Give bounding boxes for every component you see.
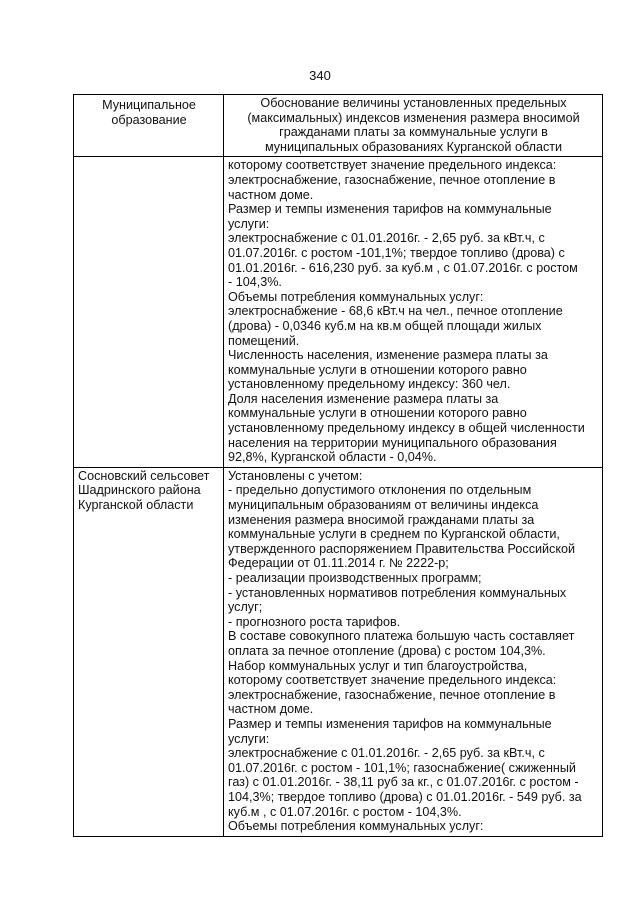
header-municipality: Муниципальное образование: [74, 95, 224, 157]
row-justification: которому соответствует значение предельного индекса: электроснабжение, газоснабжение, печное отопление в частном доме. Размер и темпы изменения тарифов на коммунальные услуги: электроснабжение с 01.01.2016г. - 2,65 руб. за кВт.ч, с 01.07.2016г. с ростом -101,1%; твердое топливо (дрова) с 01.01.2016г. - 616,230 руб. за куб.м , с 01.07.2016г. с ростом - 104,3%. Объемы потребления коммунальных услуг: электроснабжение - 68,6 кВт.ч на чел., печное отопление (дрова) - 0,0346 куб.м на кв.м общей площади жилых помещений. Численность населения, изменение размера платы за коммунальные услуги в отношении которого равно установленному предельному индексу: 360 чел. Доля населения изменение размера платы за коммунальные услуги в отношении которого равно установленному предельному индексу в общей численности населения на территории муниципального образования 92,8%, Курганской области - 0,04%.: [224, 157, 603, 467]
row-justification: Установлены с учетом: - предельно допустимого отклонения по отдельным муниципальным образованиям от величины индекса изменения размера вносимой гражданами платы за коммунальные услуги в среднем по Курганской области, утвержденного распоряжением Правительства Российской Федерации от 01.11.2014 г. № 2222-р; - реализации производственных программ; - установленных нормативов потребления коммунальных услуг; - прогнозного роста тарифов. В составе совокупного платежа большую часть составляет оплата за печное отопление (дрова) с ростом 104,3%. Набор коммунальных услуг и тип благоустройства, которому соответствует значение предельного индекса: электроснабжение, газоснабжение, печное отопление в частном доме. Размер и темпы изменения тарифов на коммунальные услуги: электроснабжение с 01.01.2016г. - 2,65 руб. за кВт.ч, с 01.07.2016г. с ростом - 101,1%; газоснабжение( сжиженный газ) с 01.01.2016г. - 38,11 руб за кг., с 01.07.2016г. с ростом - 104,3%; твердое топливо (дрова) с 01.01.2016г. - 549 руб. за куб.м , с 01.07.2016г. с ростом - 104,3%. Объемы потребления коммунальных услуг:: [224, 467, 603, 836]
table-row: [74, 157, 603, 467]
header-justification: Обоснование величины установленных предельных (максимальных) индексов изменения размера вносимой гражданами платы за коммунальные услуги в муниципальных образованиях Курганской области: [224, 95, 603, 157]
table-header-row: [74, 95, 603, 157]
row-municipality: Сосновский сельсовет Шадринского района Курганской области: [74, 467, 224, 836]
table-row: [74, 467, 603, 836]
page-number: 340: [309, 68, 331, 83]
tariff-justification-table: [73, 94, 603, 837]
row-municipality: [74, 157, 224, 467]
